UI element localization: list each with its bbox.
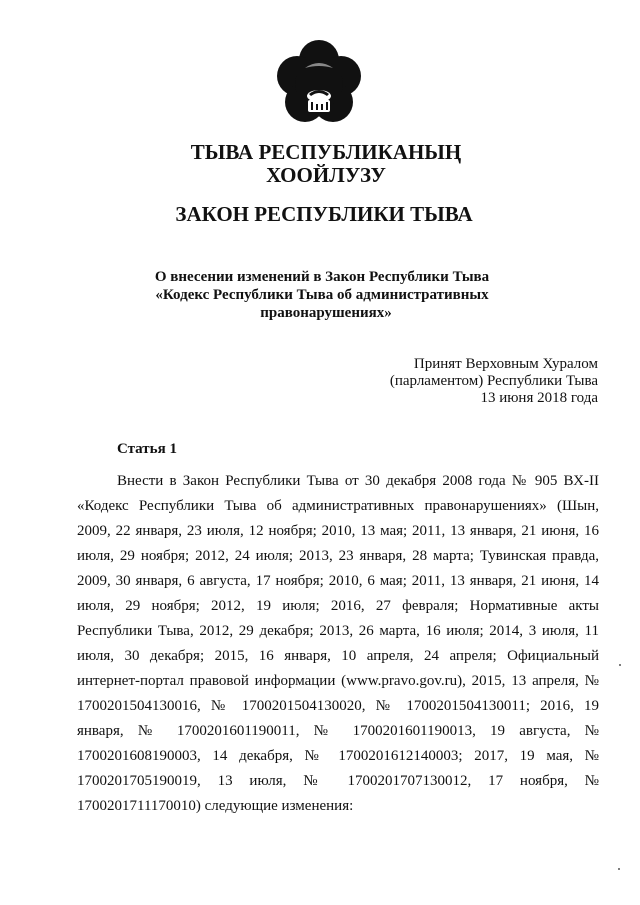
header-title-tuvan: ТЫВА РЕСПУБЛИКАНЫҢ — [190, 140, 462, 164]
header-title-russian: ЗАКОН РЕСПУБЛИКИ ТЫВА — [175, 202, 473, 226]
tuva-emblem-icon — [275, 38, 363, 126]
article-line: 1700201504130016, № 1700201504130020, № 1700201504130011; 2016, 19 — [77, 698, 599, 714]
article-line: 1700201705190019, 13 июля, № 1700201707130012, 17 ноября, № — [77, 773, 599, 789]
article-line: «Кодекс Республики Тыва об административных правонарушениях» (Шын, — [77, 498, 599, 514]
adoption-date: 13 июня 2018 года — [480, 390, 598, 406]
scan-speck — [619, 664, 621, 666]
article-line: 1700201711170010) следующие изменения: — [77, 798, 354, 814]
article-line: 2009, 30 января, 6 августа, 17 ноября; 2010, 6 мая; 2011, 13 января, 21 июня, 14 — [77, 573, 599, 589]
header-title-tuvan-law: ХООЙЛУЗУ — [266, 163, 386, 187]
scan-speck — [618, 868, 620, 870]
subject-line: О внесении изменений в Закон Республики Тыва — [154, 269, 490, 285]
article-title: Статья 1 — [117, 441, 177, 457]
adoption-line: (парламентом) Республики Тыва — [389, 373, 598, 389]
article-line: января, № 1700201601190011, № 1700201601190013, 19 августа, № — [77, 723, 599, 739]
article-line: 1700201608190003, 14 декабря, № 1700201612140003; 2017, 19 мая, № — [77, 748, 599, 764]
article-line: Внести в Закон Республики Тыва от 30 декабря 2008 года № 905 ВХ-II — [117, 473, 599, 489]
article-line: июля, 29 ноября; 2012, 19 июля; 2016, 27 февраля; Нормативные акты — [77, 598, 599, 614]
article-line: 2009, 22 января, 23 июля, 12 ноября; 2010, 13 мая; 2011, 13 января, 21 июня, 16 — [77, 523, 599, 539]
subject-line: «Кодекс Республики Тыва об административных — [155, 287, 489, 303]
article-line: Республики Тыва, 2012, 29 декабря; 2013, 26 марта, 16 июля; 2014, 3 июля, 11 — [77, 623, 599, 639]
article-line: июля, 29 ноября; 2012, 24 июля; 2013, 23 января, 28 марта; Тувинская правда, — [77, 548, 599, 564]
article-line: июля, 30 декабря; 2015, 16 января, 10 апреля, 24 апреля; Официальный — [77, 648, 599, 664]
article-line: интернет-портал правовой информации (www.pravo.gov.ru), 2015, 13 апреля, № — [77, 673, 599, 689]
subject-line: правонарушениях» — [260, 305, 392, 321]
adoption-line: Принят Верховным Хуралом — [413, 356, 598, 372]
